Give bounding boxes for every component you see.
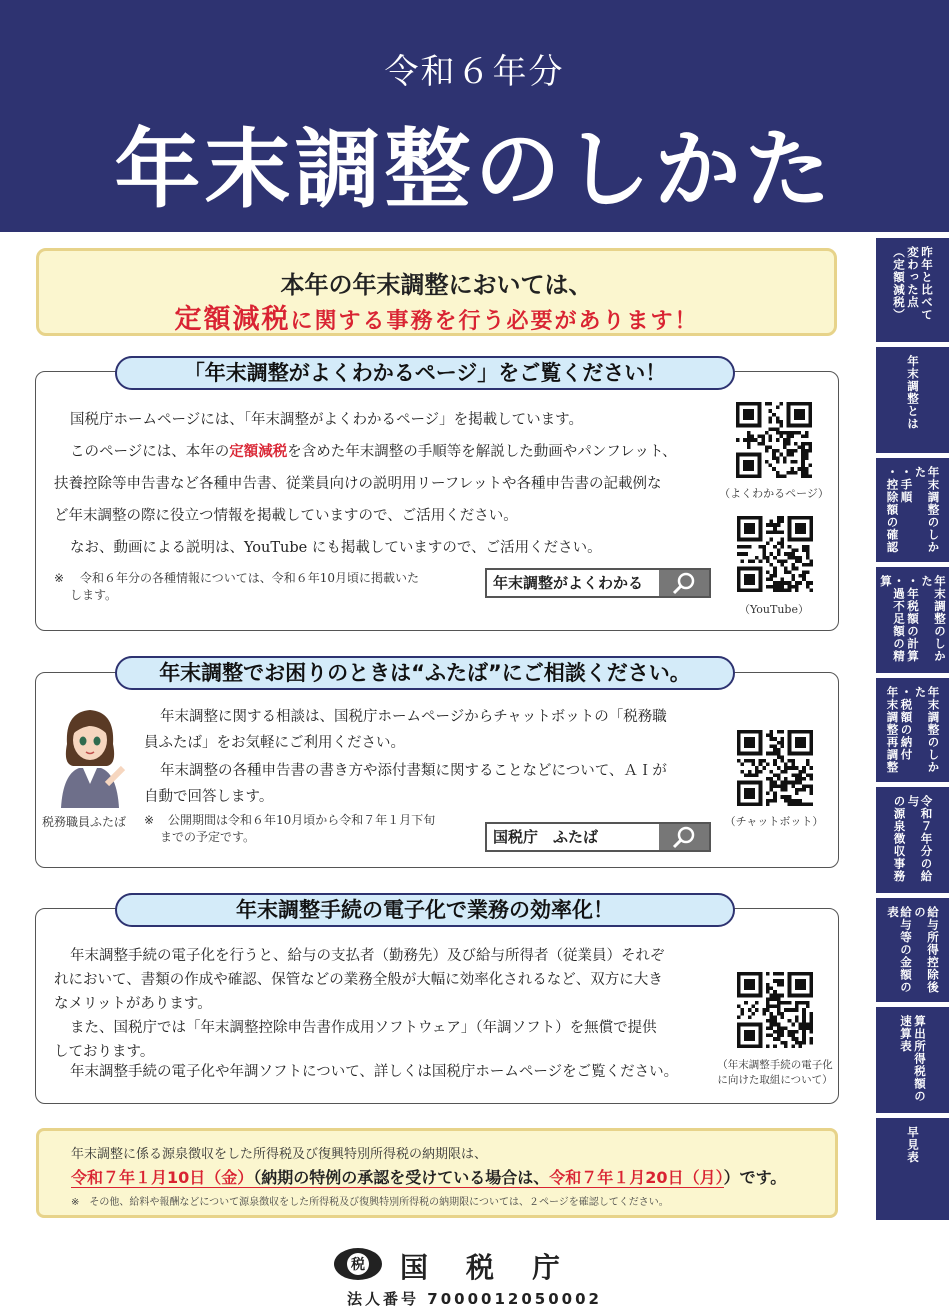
- section-2-text-d: [144, 784, 273, 810]
- s2-p4: 自動で回答します。: [144, 789, 274, 805]
- index-tab-label: 速算表: [899, 1015, 913, 1053]
- index-tab-label: の源泉徴収事務: [892, 795, 907, 883]
- yokuwakaru-search-box[interactable]: [485, 568, 711, 598]
- index-tab-label: ・年税額の計算: [906, 575, 920, 663]
- notice-rest: に関する事務を行う必要があります！: [290, 309, 699, 334]
- header-title: 年末調整のしかた: [114, 120, 835, 220]
- s1-p4: ど年末調整の際に役立つ情報を掲載していますので、ご活用ください。: [54, 508, 518, 524]
- qr-code-chatbot[interactable]: [737, 730, 813, 806]
- s1-p5: なお、動画による説明は、YouTube にも掲載していますので、ご活用ください。: [70, 540, 602, 556]
- notice-box: [36, 248, 837, 336]
- s1-p3: 扶養控除等申告書など各種申告書、従業員向けの説明用リーフレットや各種申告書の記載例な: [54, 476, 662, 492]
- s2-p3: 年末調整の各種申告書の書き方や添付書類に関することなどについて、ＡＩが: [160, 763, 667, 779]
- index-tab-label: 年末調整のしかた: [913, 686, 941, 774]
- s3-p1: 年末調整手続の電子化を行うと、給与の支払者（勤務先）及び給与所得者（従業員）それぞ: [70, 948, 665, 964]
- index-tab-3[interactable]: [876, 458, 949, 562]
- deadline-line-2: 令和７年１月10日（金）（納期の特例の承認を受けている場合は、令和７年１月20日（月））です。: [71, 1168, 787, 1187]
- section-2-heading: 年末調整でお困りのときは“ふたば”にご相談ください。: [115, 656, 735, 690]
- index-tab-label: ・控除額の確認: [885, 466, 900, 554]
- section-3-text-1: [70, 944, 665, 968]
- index-tab-6[interactable]: [876, 787, 949, 893]
- search-query-text-2: 国税庁 ふたば: [493, 828, 599, 846]
- index-tab-label: 年末調整のしかた: [913, 466, 941, 554]
- notice-highlight: 定額減税: [174, 304, 291, 335]
- section-2-text-b: [144, 730, 405, 756]
- search-icon: [671, 825, 697, 849]
- index-tab-label: ・過不足額の精算: [879, 575, 906, 663]
- index-tab-9[interactable]: [876, 1118, 949, 1220]
- index-tab-8[interactable]: [876, 1007, 949, 1113]
- section-2-text-c: [160, 758, 667, 784]
- section-1-text: [70, 404, 677, 468]
- index-tab-1[interactable]: [876, 238, 949, 342]
- futaba-search-box[interactable]: [485, 822, 711, 852]
- index-tab-5[interactable]: [876, 678, 949, 782]
- index-tab-label: 算出所得税額の: [913, 1015, 927, 1103]
- s3-p3: なメリットがあります。: [54, 996, 212, 1012]
- deadline-box: [36, 1128, 838, 1218]
- search-button[interactable]: [659, 570, 709, 596]
- section-3-text-3: [70, 1016, 657, 1040]
- s2-p1: 年末調整に関する相談は、国税庁ホームページからチャットボットの「税務職: [160, 709, 667, 725]
- nta-logo-icon: [332, 1246, 384, 1282]
- s2-note-mark: ※: [144, 813, 155, 827]
- corporate-number: 法人番号 7000012050002: [347, 1290, 602, 1308]
- search-query-text: 年末調整がよくわかる: [493, 574, 644, 592]
- qr-caption-digital: （年末調整手続の電子化 に向けた取組について）: [717, 1059, 833, 1086]
- deadline-note: ※ その他、給料や報酬などについて源泉徴収をした所得税及び復興特別所得税の納期限については、２ページを確認してください。: [71, 1197, 669, 1208]
- s3-p6: 年末調整手続の電子化や年調ソフトについて、詳しくは国税庁ホームページをご覧ください。: [70, 1064, 679, 1080]
- section-1-heading: 「年末調整がよくわかるページ」をご覧ください！: [115, 356, 735, 390]
- svg-text:税: 税: [351, 1257, 365, 1273]
- section-1-text-2: [54, 468, 662, 532]
- qr-caption-youtube: （YouTube）: [739, 603, 809, 616]
- s1-p1: 国税庁ホームページには、「年末調整がよくわかるページ」を掲載しています。: [70, 412, 584, 428]
- index-tab-4[interactable]: [876, 567, 949, 673]
- s1-p2: このページには、本年の定額減税を含めた年末調整の手順等を解説した動画やパンフレット、: [70, 443, 677, 460]
- deadline-date-2: 令和７年１月20日（月）: [549, 1168, 724, 1187]
- deadline-line-1: 年末調整に係る源泉徴収をした所得税及び復興特別所得税の納期限は、: [71, 1147, 488, 1162]
- side-index-tabs: [876, 238, 949, 1225]
- index-tab-label: 給与等の金額の表: [886, 906, 913, 994]
- index-tab-7[interactable]: [876, 898, 949, 1002]
- s3-p4: また、国税庁では「年末調整控除申告書作成用ソフトウェア」（年調ソフト）を無償で提供: [70, 1020, 657, 1036]
- s3-p5: しております。: [54, 1044, 155, 1060]
- notice-line-1: 本年の年末調整においては、: [280, 271, 593, 299]
- index-tab-label: 令和７年分の給与: [906, 795, 934, 883]
- section-3-text-2: [54, 968, 663, 1016]
- s1-note: 令和６年分の各種情報については、令和６年10月頃に掲載いた します。: [70, 571, 420, 602]
- index-tab-label: ・税額の納付: [899, 686, 914, 761]
- avatar-caption: 税務職員ふたば: [42, 815, 127, 829]
- index-tab-label: 年末調整再調整: [885, 686, 900, 774]
- s1-note-mark: ※: [54, 571, 65, 585]
- s2-p2: 員ふたば」をお気軽にご利用ください。: [144, 735, 405, 751]
- notice-line-2: [39, 297, 834, 336]
- header-banner: [0, 0, 949, 232]
- deadline-date-1: 令和７年１月10日（金）: [71, 1168, 254, 1187]
- section-3-heading: 年末調整手続の電子化で業務の効率化！: [115, 893, 735, 927]
- qr-caption-yokuwakaru: （よくわかるページ）: [719, 487, 829, 500]
- search-button-2[interactable]: [659, 824, 709, 850]
- section-1-text-3: [70, 532, 602, 564]
- s1-red: 定額減税: [229, 443, 288, 460]
- index-tab-label: 早見表: [906, 1126, 920, 1164]
- index-tab-label: ・手順: [899, 466, 914, 504]
- index-tab-label: 年末調整とは: [906, 355, 920, 430]
- index-tab-2[interactable]: [876, 347, 949, 453]
- index-tab-label: 年末調整のしかた: [920, 575, 947, 663]
- qr-code-youtube[interactable]: [737, 516, 813, 592]
- agency-name: 国税庁: [400, 1251, 599, 1284]
- futaba-avatar: [55, 704, 125, 808]
- s2-note: 公開期間は令和６年10月頃から令和７年１月下旬 までの予定です。: [160, 813, 436, 844]
- qr-caption-chatbot: （チャットボット）: [724, 815, 824, 828]
- s3-p2: れにおいて、書類の作成や確認、保管などの業務全般が大幅に効率化されるなど、双方に大き: [54, 972, 663, 988]
- index-tab-label: （定額減税）: [892, 246, 906, 321]
- header-subtitle: 令和６年分: [384, 52, 565, 92]
- index-tab-label: 変わった点: [906, 246, 920, 309]
- qr-code-yokuwakaru[interactable]: [736, 402, 812, 478]
- section-2-text: [160, 704, 667, 730]
- index-tab-label: 給与所得控除後の: [913, 906, 940, 994]
- index-tab-label: 昨年と比べて: [920, 246, 934, 321]
- search-icon: [671, 571, 697, 595]
- qr-code-digital[interactable]: [737, 972, 813, 1048]
- section-3-text-5: [70, 1060, 678, 1084]
